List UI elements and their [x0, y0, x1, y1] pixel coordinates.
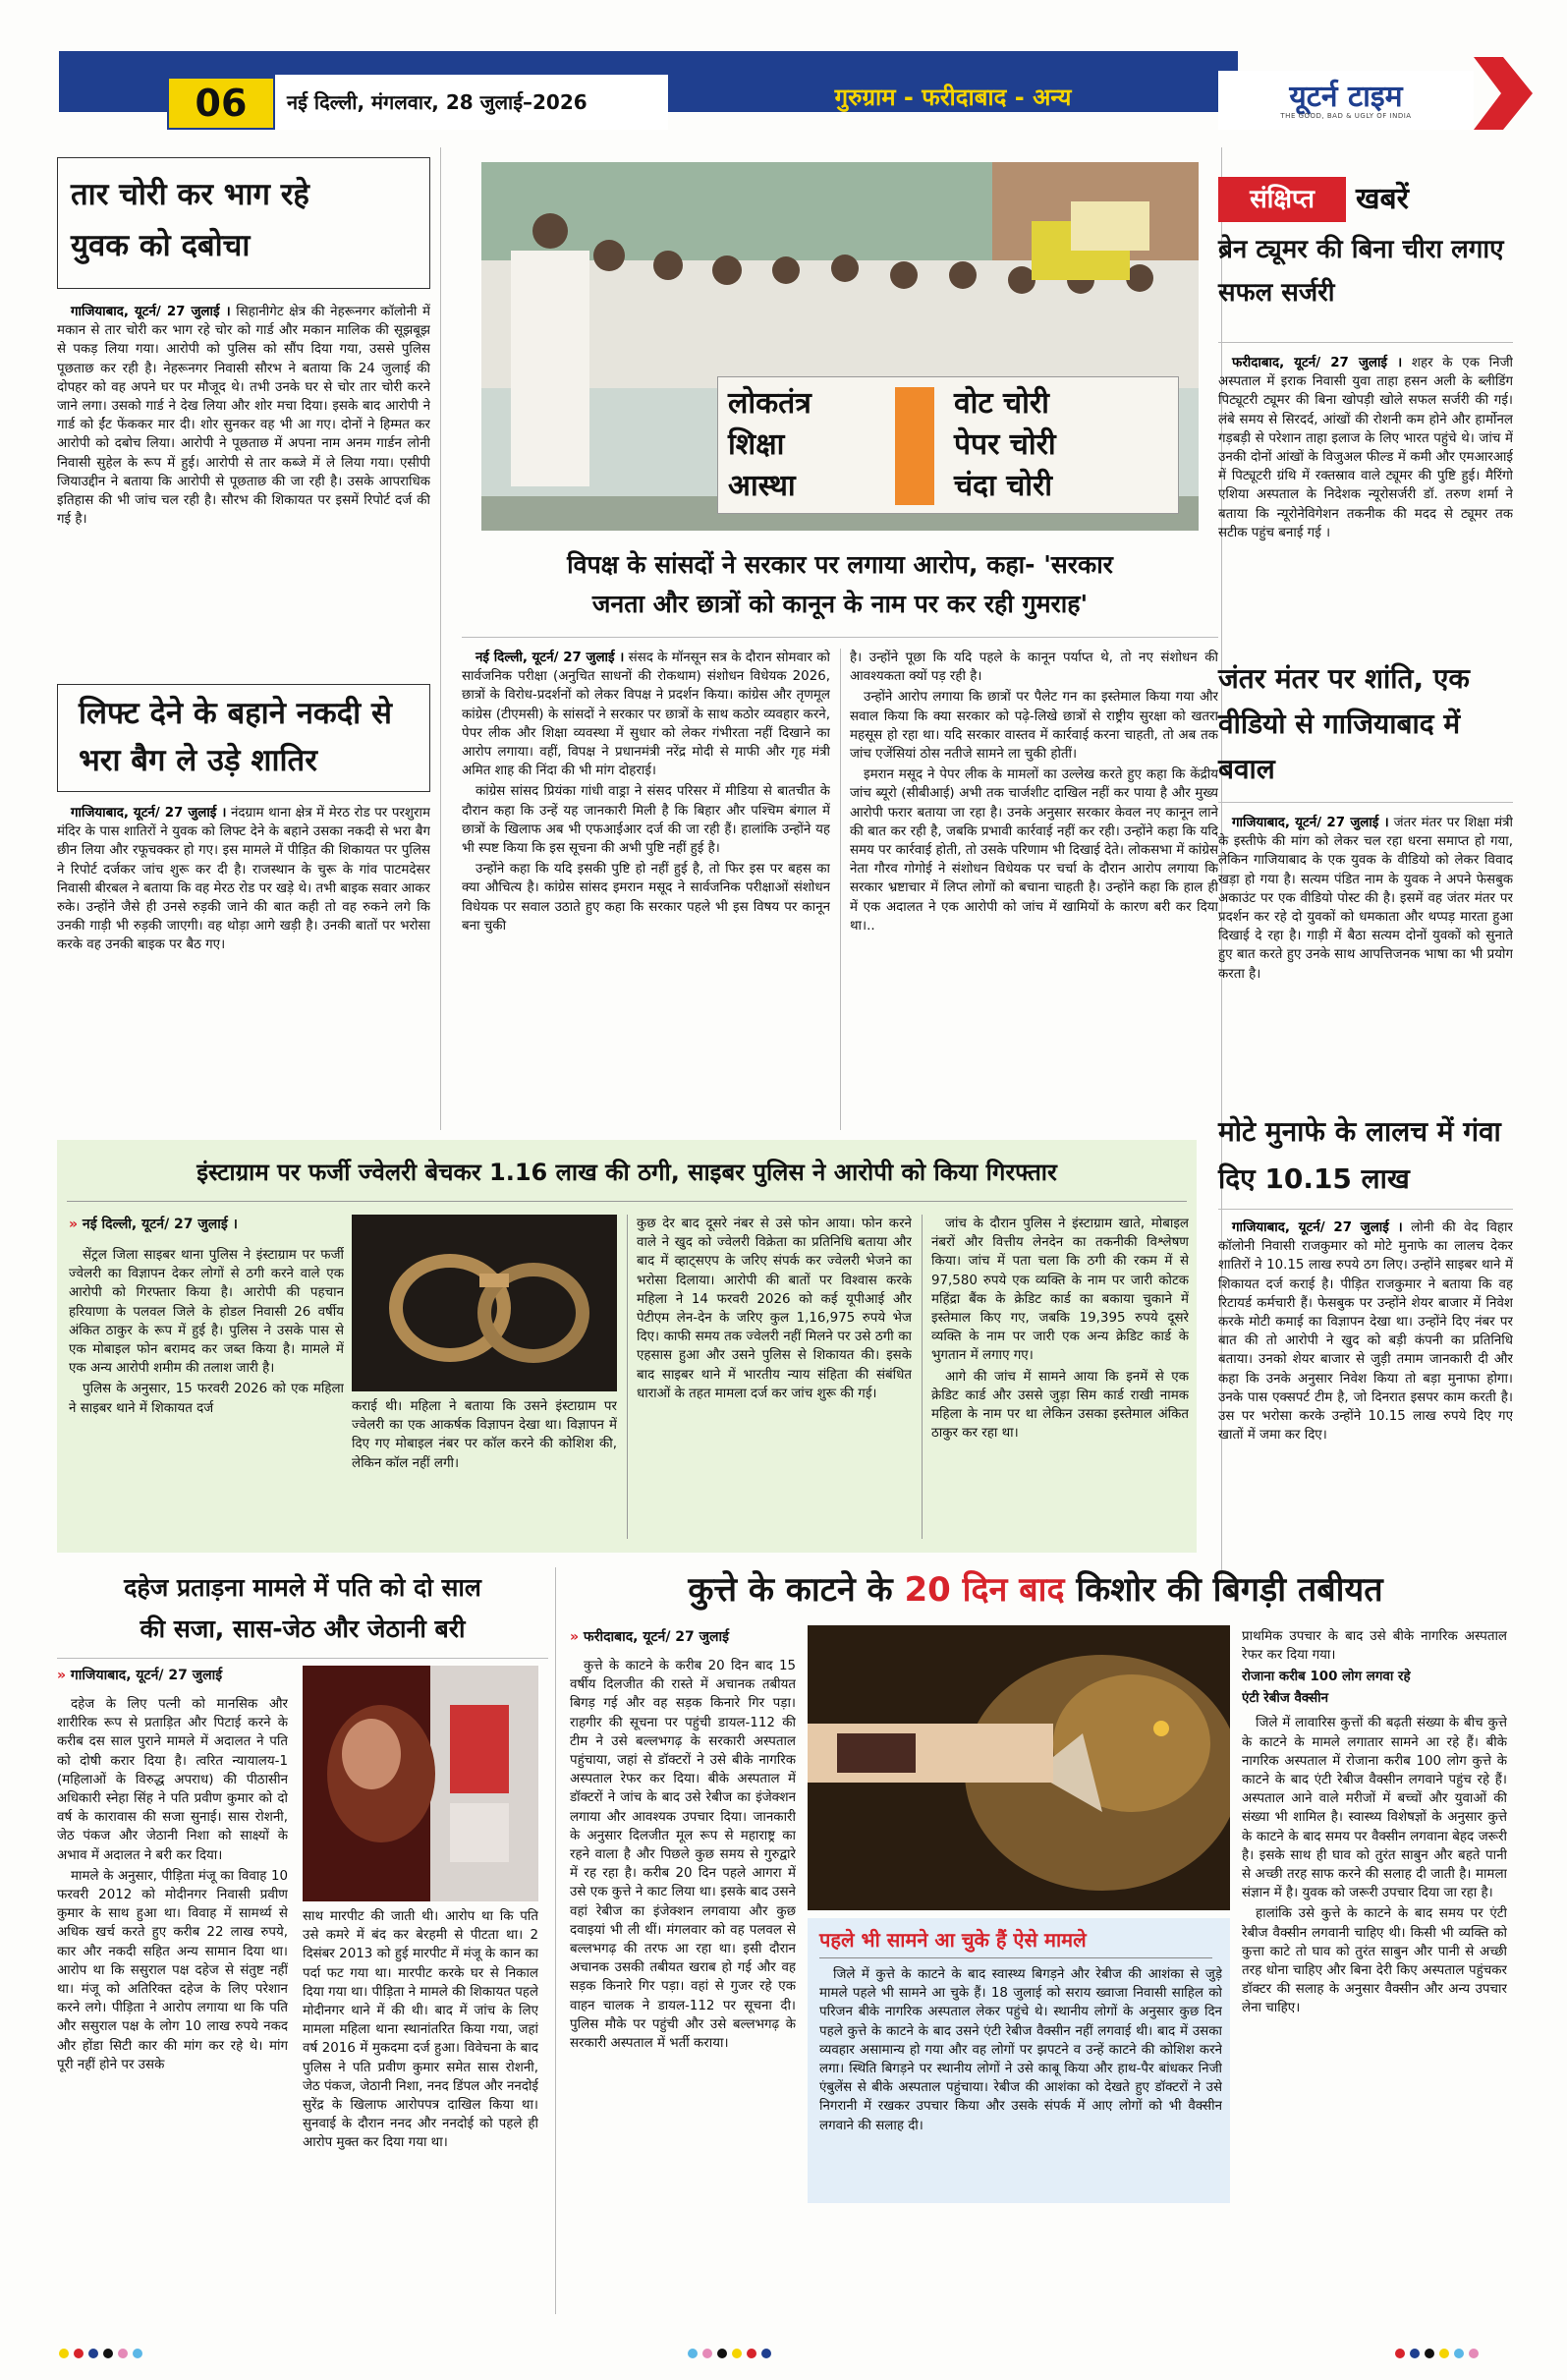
insta-column-1: [69, 1246, 344, 1541]
headline-rule: [57, 1658, 548, 1659]
brief-label-red: संक्षिप्त: [1218, 177, 1346, 222]
banner-lotus-strip: [895, 387, 934, 505]
sub-headline-1: रोजाना करीब 100 लोग लगवा रहे: [1242, 1670, 1411, 1685]
banner-text: आस्था: [728, 469, 796, 503]
headline: ब्रेन ट्यूमर की बिना चीरा लगाए सफल सर्जरी: [1218, 235, 1504, 308]
story-text: शहर के एक निजी अस्पताल में इराक निवासी युवा ताहा हसन अली के ब्लीडिंग पिट्यूटरी ट्यूमर की बिना खोपड़ी खोले सफल सर्जरी की गई। लंबे समय से सिरदर्द, आंखों की रोशनी कम होने और हार्मोनल गड़बड़ी से परेशान ताहा इलाज के लिए भारत पहुंचे थे। जांच में उनकी दोनों आंखों के विजुअल फील्ड में कमी और एमआरआई में पिट्यूटरी ग्रंथि में रक्तस्राव वाले ट्यूमर की पुष्टि हुई। मैरिंगो एशिया अस्पताल के निदेशक न्यूरोसर्जरी डॉ. तरुण शर्मा ने बताया कि न्यूरोनेविगेशन तकनीक की मदद से ट्यूमर तक सटीक पहुंच बनाई गई ।: [1218, 356, 1513, 540]
story-wire-theft: [57, 157, 430, 688]
dateline: गाजियाबाद, यूटर्न/ 27 जुलाई ।: [1232, 1220, 1403, 1235]
page-number: 06: [195, 82, 248, 125]
related-box-title: पहले भी सामने आ चुके हैं ऐसे मामले: [819, 1928, 1087, 1952]
dog-text: जिले में लावारिस कुत्तों की बढ़ती संख्या के बीच कुत्ते के काटने के मामले लगातार सामने आ रहे हैं। बीके नागरिक अस्पताल में रोजाना करीब 100 लोग कुत्ते के काटने के बाद एंटी रेबीज वैक्सीन लगवाने पहुंच रहे हैं। अस्पताल आने वाले मरीजों में बच्चों और युवाओं की संख्या भी शामिल है। स्वास्थ्य विशेषज्ञों के अनुसार कुत्ते के काटने के बाद समय पर वैक्सीन लगवाना बेहद जरूरी है। इसके साथ ही घाव को तुरंत साबुन और बहते पानी से अच्छी तरह साफ करने की सलाह दी जाती है। मामला संज्ञान में है। युवक को जरूरी उपचार दिया जा रहा है।: [1242, 1716, 1507, 1901]
headline-rule: [1218, 342, 1513, 343]
dateline-text: गाजियाबाद, यूटर्न/ 27 जुलाई: [70, 1668, 223, 1683]
dog-column-1: [570, 1657, 796, 2207]
story-text: जंतर मंतर पर शिक्षा मंत्री के इस्तीफे की मांग को लेकर चल रहा धरना समाप्त हो गया, लेकिन गाजियाबाद के एक युवक के वीडियो को लेकर विवाद खड़ा हो गया है। सत्यम पंडित नाम के युवक ने अपने फेसबुक अकाउंट पर एक वीडियो पोस्ट की है। इसमें वह जंतर मंतर पर प्रदर्शन कर रहे दो युवकों को धमकाता और थप्पड़ मारता हुआ दिखाई दे रहा है। गाड़ी में बैठा सत्यम दोनों युवकों को सुनाते हुए बात करते हुए उनके साथ आपत्तिजनक भाषा का भी प्रयोग करता है।: [1218, 816, 1513, 982]
dateline-text: नई दिल्ली, यूटर्न/ 27 जुलाई ।: [82, 1217, 238, 1232]
banner-left: [728, 383, 885, 511]
dowry-column-2: [303, 1907, 538, 2300]
dateline: नई दिल्ली, यूटर्न/ 27 जुलाई ।: [476, 651, 625, 665]
brand-name: यूटर्न टाइम: [1289, 80, 1403, 114]
brief-header: [1218, 177, 1513, 222]
headline-part: कुत्ते के काटने के: [688, 1570, 893, 1610]
banner-right: [954, 383, 1170, 511]
related-box-rule: [819, 1957, 1212, 1958]
related-text: जिले में कुत्ते के काटने के बाद स्वास्थ्य बिगड़ने और रेबीज की आशंका से जुड़े मामले पहले भी सामने आ चुके हैं। 18 जुलाई को सराय ख्वाजा निवासी साहिल को परिजन बीके नागरिक अस्पताल लेकर पहुंचे थे। स्थानीय लोगों के अनुसार कुछ दिन पहले कुत्ते के काटने के बाद उसने एंटी रेबीज वैक्सीन नहीं लगवाई थी। बाद में उसका व्यवहार असामान्य हो गया और वह लोगों पर झपटने व उन्हें काटने की कोशिश करने लगा। स्थिति बिगड़ने पर स्थानीय लोगों ने उसे काबू किया और हाथ-पैर बांधकर निजी एंबुलेंस से बीके अस्पताल पहुंचाया। रेबीज की आशंका को देखते हुए डॉक्टरों ने उसे निगरानी में रखकर उपचार किया और उसके संपर्क में आए लोगों को भी वैक्सीन लगवाने की सलाह दी।: [819, 1967, 1222, 2133]
dowry-photo: [303, 1666, 538, 1901]
story-dowry: [57, 1567, 548, 2314]
banner-text: शिक्षा: [728, 427, 785, 462]
story-body: [1218, 814, 1513, 1108]
lead-headline: [462, 545, 1218, 634]
headline: [57, 1567, 548, 1650]
dateline: गाजियाबाद, यूटर्न/ 27 जुलाई ।: [1232, 816, 1389, 830]
headline-line1: दहेज प्रताड़ना मामले में पति को दो साल: [124, 1573, 481, 1602]
dateline-marker: »: [69, 1217, 83, 1232]
brief-story-jantar-mantar: [1218, 656, 1513, 1167]
brief-story-profit-fraud: [1218, 1108, 1513, 1600]
banner-text: वोट चोरी: [954, 386, 1049, 421]
brief-story-surgery: [1218, 228, 1513, 660]
section-title: गुरुग्राम - फरीदाबाद - अन्य: [834, 84, 1072, 111]
headline: [560, 1562, 1511, 1617]
lead-text: कांग्रेस सांसद प्रियंका गांधी वाड्रा ने संसद परिसर में मीडिया से बातचीत के दौरान कहा कि उन्हें यह जानकारी मिली है कि बिहार और पश्चिम बंगाल में छात्रों के खिलाफ अब भी एफआईआर दर्ज की जा रही हैं। हालांकि उन्होंने यह भी स्पष्ट किया कि इस सूचना की अभी पुष्टि नहीं हुई है।: [462, 784, 830, 857]
headline-rule: [1218, 1209, 1513, 1210]
dateline: [69, 1215, 364, 1233]
dog-column-3: [1242, 1627, 1507, 2315]
footer-dots-center: [688, 2349, 771, 2358]
headline-line2: की सजा, सास-जेठ और जेठानी बरी: [140, 1615, 466, 1643]
lead-column-1: [462, 649, 830, 1140]
column-rule-left: [440, 147, 441, 1130]
lead-column-rule: [840, 649, 841, 1130]
banner-text: पेपर चोरी: [954, 427, 1056, 462]
dog-text: प्राथमिक उपचार के बाद उसे बीके नागरिक अस्पताल रेफर कर दिया गया।: [1242, 1629, 1507, 1664]
masthead-dateline: नई दिल्ली, मंगलवार, 28 जुलाई–2026: [287, 90, 588, 114]
insta-column-4: [931, 1215, 1189, 1539]
headline: जंतर मंतर पर शांति, एक वीडियो से गाजियाबाद में बवाल: [1218, 662, 1470, 785]
story-body: [57, 303, 430, 676]
insta-column-2: [352, 1397, 617, 1545]
story-body: [1218, 354, 1513, 649]
related-box-body: [819, 1965, 1222, 2197]
lead-text: संसद के मॉनसून सत्र के दौरान सोमवार को सार्वजनिक परीक्षा (अनुचित साधनों की रोकथाम) संशोधन विधेयक 2026, छात्रों के विरोध-प्रदर्शनों को लेकर विपक्ष ने प्रदर्शन किया। कांग्रेस और तृणमूल कांग्रेस (टीएमसी) के सांसदों ने सरकार पर छात्रों के साथ कठोर व्यवहार करने, पेपर लीक और शिक्षा व्यवस्था में सुधार को लेकर गंभीरता नहीं दिखाने का आरोप लगाया। वहीं, विपक्ष ने प्रधानमंत्री नरेंद्र मोदी से माफी और गृह मंत्री अमित शाह की निंदा की भी मांग दोहराई।: [462, 651, 830, 779]
insta-rule: [627, 1215, 628, 1539]
brand-tagline: THE GOOD, BAD & UGLY OF INDIA: [1280, 112, 1412, 120]
masthead-red-arrow: [1474, 57, 1533, 130]
story-text: लोनी की वेद विहार कॉलोनी निवासी राजकुमार को मोटे मुनाफे का लालच देकर शातिरों ने 10.15 लाख रुपये ठग लिए। उन्होंने साइबर थाने में शिकायत दर्ज कराई है। पीड़ित राजकुमार ने बताया कि वह रिटायर्ड कर्मचारी हैं। फेसबुक पर उन्होंने शेयर बाजार में निवेश करके मोटी कमाई का विज्ञापन देखा था। उन्होंने दिए नंबर पर बात की तो आरोपी ने खुद को बड़ी कंपनी का प्रतिनिधि बताया। उनको शेयर बाजार से जुड़ी तमाम जानकारी दी और कहा कि उनके अनुसार निवेश किया तो बड़ा मुनाफा होगा। उनके पास एक्सपर्ट टीम है, जो दिनरात इसपर काम करती है। उस पर भरोसा करके उन्होंने 10.15 लाख रुपये दिए गए खातों में जमा कर दिए।: [1218, 1220, 1513, 1444]
insta-text: सेंट्रल जिला साइबर थाना पुलिस ने इंस्टाग्राम पर फर्जी ज्वेलरी का विज्ञापन देकर लोगों से ठगी करने वाले एक आरोपी को गिरफ्तार किया है। आरोपी की पहचान हरियाणा के पलवल जिले के होडल निवासी 26 वर्षीय अंकित ठाकुर के रूप में हुई है। पुलिस ने उसके पास से एक मोबाइल फोन बरामद कर जब्त किया है। मामले में एक अन्य आरोपी शमीम की तलाश जारी है।: [69, 1248, 344, 1377]
story-instagram-fraud: [57, 1140, 1197, 1553]
masthead: [0, 49, 1567, 130]
footer-dots-right: [1395, 2349, 1479, 2358]
dowry-column-1: [57, 1695, 288, 2304]
brief-label-black: खबरें: [1356, 182, 1409, 216]
dowry-text: दहेज के लिए पत्नी को मानसिक और शारीरिक रूप से प्रताड़ित और पिटाई करने के करीब दस साल पुराने मामले में अदालत ने पति को दोषी करार दिया है। त्वरित न्यायालय-1 (महिलाओं के विरुद्ध अपराध) की पीठासीन अधिकारी स्नेहा सिंह ने पति प्रवीण कुमार को दो वर्ष के कारावास की सजा सुनाई। सास रोशनी, जेठ पंकज और जेठानी निशा को साक्ष्यों के अभाव में अदालत ने बरी कर दिया।: [57, 1697, 288, 1863]
column-rule-bottom: [555, 1567, 556, 2314]
protest-banner: [717, 376, 1179, 514]
headline: लिफ्ट देने के बहाने नकदी से भरा बैग ले उड़े शातिर: [79, 696, 392, 778]
lead-text: उन्होंने कहा कि यदि इसकी पुष्टि हो नहीं हुई है, तो फिर इस पर बहस का क्या औचित्य है। कांग्रेस सांसद इमरान मसूद ने सार्वजनिक परीक्षाओं संशोधन विधेयक पर सवाल उठाते हुए कहा कि सरकार पहले भी इस विषय पर कानून बना चुकी: [462, 862, 830, 934]
insta-text: आगे की जांच में सामने आया कि इनमें से एक क्रेडिट कार्ड और उससे जुड़ा सिम कार्ड राखी नामक महिला के नाम पर था लेकिन उसका इस्तेमाल अंकित ठाकुर कर रहा था।: [931, 1369, 1189, 1442]
dowry-text: मामले के अनुसार, पीड़िता मंजू का विवाह 10 फरवरी 2012 को मोदीनगर निवासी प्रवीण कुमार के साथ हुआ था। विवाह में सामर्थ्य से अधिक खर्च करते हुए करीब 22 लाख रुपये, कार और नकदी सहित अन्य सामान दिया था। आरोप था कि ससुराल पक्ष दहेज से संतुष्ट नहीं था। मंजू को अतिरिक्त दहेज के लिए परेशान करने लगे। पीड़िता ने आरोप लगाया था कि पति और ससुराल पक्ष के लोग 10 लाख रुपये नकद और होंडा सिटी कार की मांग कर रहे थे। मांग पूरी नहीं होने पर उसके: [57, 1868, 288, 2072]
story-text: सिहानीगेट क्षेत्र की नेहरूनगर कॉलोनी में मकान से तार चोरी कर भाग रहे चोर को गार्ड और मकान मालिक की सूझबूझ से पकड़ लिया गया। आरोपी को पुलिस को सौंप दिया गया, उससे पुलिस पूछताछ कर रही है। नेहरूनगर निवासी सौरभ ने बताया कि 24 जुलाई की दोपहर को वह अपने घर पर मौजूद थे। तभी उनके घर से चोर तार चोरी करने जाने लगा। उसको गार्ड ने देख लिया और शोर मचा दिया। इसके बाद आरोपी ने गार्ड को ईंट फेंककर मार दी। शोर सुनकर वह भी आ गए। दोनों ने हिम्मत कर आरोपी को दबोच लिया। आरोपी ने पूछताछ में अपना नाम अनम गार्डन लोनी निवासी सुहेल के रूप में हुई। आरोपी से तार कब्जे में ले लिया गया। एसीपी जियाउद्दीन ने बताया कि आरोपी से पूछताछ की जा रही है। उसके आपराधिक इतिहास की भी जांच चल रही है। सौरभ की शिकायत पर इसमें रिपोर्ट दर्ज की गई है।: [57, 305, 430, 528]
dowry-photo-art: [303, 1666, 538, 1901]
lead-text: उन्होंने आरोप लगाया कि छात्रों पर पैलेट गन का इस्तेमाल किया गया और सवाल किया कि क्या सरकार को पढ़े-लिखे छात्रों से राष्ट्रीय सुरक्षा को खतरा महसूस हो रहा था। यदि सरकार वास्तव में कार्रवाई करना चाहती, तो अब तक जांच एजेंसियां ठोस नतीजे सामने ला चुकी होतीं।: [850, 690, 1218, 763]
dog-photo-art: [808, 1625, 1230, 1910]
dateline: गाजियाबाद, यूटर्न/ 27 जुलाई ।: [71, 806, 227, 821]
insta-rule: [922, 1215, 923, 1539]
headline-highlight: 20 दिन बाद: [904, 1570, 1065, 1610]
story-body: [1218, 1218, 1513, 1553]
story-lift-bag: [57, 684, 430, 1136]
headline: मोटे मुनाफे के लालच में गंवा दिए 10.15 लाख: [1218, 1115, 1501, 1195]
dateline: फरीदाबाद, यूटर्न/ 27 जुलाई ।: [1232, 356, 1403, 370]
lead-headline-line1: विपक्ष के सांसदों ने सरकार पर लगाया आरोप, कहा- 'सरकार: [567, 550, 1113, 579]
dateline-text: फरीदाबाद, यूटर्न/ 27 जुलाई: [583, 1629, 730, 1645]
insta-column-3: [637, 1215, 912, 1539]
dowry-text: साथ मारपीट की जाती थी। आरोप था कि पति उसे कमरे में बंद कर बेरहमी से पीटता था। 2 दिसंबर 2013 को हुई मारपीट में मंजू के कान का पर्दा फट गया था। मारपीट करके घर से निकाल दिया गया था। पीड़िता ने मामले की शिकायत पहले मोदीनगर थाने में की थी। बाद में जांच के लिए मामला महिला थाना स्थानांतरित किया गया, जहां वर्ष 2016 में मुकदमा दर्ज हुआ। विवेचना के बाद पुलिस ने पति प्रवीण कुमार समेत सास रोशनी, जेठ पंकज, जेठानी निशा, ननद डिंपल और ननदोई सुरेंद्र के खिलाफ आरोपपत्र दाखिल किया था। सुनवाई के दौरान ननद और ननदोई को पहले ही आरोप मुक्त कर दिया गया था।: [303, 1909, 538, 2151]
dog-text: हालांकि उसे कुत्ते के काटने के बाद समय पर एंटी रेबीज वैक्सीन लगवानी चाहिए थी। किसी भी व्यक्ति को कुत्ता काटे तो घाव को तुरंत साबुन और पानी से अच्छी तरह धोना चाहिए और बिना देरी किए अस्पताल पहुंचकर डॉक्टर की सलाह के अनुसार वैक्सीन और अन्य उपचार लेना चाहिए।: [1242, 1906, 1507, 2016]
headline-rule: [67, 1201, 1187, 1202]
insta-text: कराई थी। महिला ने बताया कि उसने इंस्टाग्राम पर ज्वेलरी का एक आकर्षक विज्ञापन देखा था। विज्ञापन में दिए गए मोबाइल नंबर पर कॉल करने की कोशिश की, लेकिन कॉल नहीं लगी।: [352, 1399, 617, 1471]
banner-text: चंदा चोरी: [954, 469, 1053, 503]
headline: इंस्टाग्राम पर फर्जी ज्वेलरी बेचकर 1.16 लाख की ठगी, साइबर पुलिस ने आरोपी को किया गिरफ्तार: [196, 1159, 1057, 1186]
headline-rule: [1218, 802, 1513, 803]
handcuffs-art: [352, 1215, 617, 1391]
dateline: गाजियाबाद, यूटर्न/ 27 जुलाई ।: [71, 305, 231, 319]
dateline-marker: »: [57, 1668, 71, 1683]
sub-headline-2: एंटी रेबीज वैक्सीन: [1242, 1691, 1329, 1707]
lead-headline-rule: [462, 637, 1218, 638]
related-box: [808, 1918, 1230, 2203]
story-body: [57, 804, 430, 1099]
dog-text: कुत्ते के काटने के करीब 20 दिन बाद 15 वर्षीय दिलजीत की रास्ते में अचानक तबीयत बिगड़ गई और वह सड़क किनारे गिर पड़ा। राहगीर की सूचना पर पहुंची डायल-112 की टीम ने उसे बल्लभगढ़ के सरकारी अस्पताल पहुंचाया, जहां से डॉक्टरों ने उसे बीके नागरिक अस्पताल रेफर कर दिया। बीके अस्पताल में डॉक्टरों ने जांच के बाद उसे रेबीज का इंजेक्शन लगाया और आवश्यक उपचार दिया। जानकारी के अनुसार दिलजीत मूल रूप से महाराष्ट्र का रहने वाला है और पिछले कुछ समय से गुरुद्वारे में रह रहा है। करीब 20 दिन पहले आगरा में उसे एक कुत्ते ने काट लिया था। इसके बाद उसने वहां रेबीज का इंजेक्शन लगवाया और कुछ दवाइयां भी ली थीं। मंगलवार को वह पलवल से बल्लभगढ़ की तरफ आ रहा था। इसी दौरान अचानक उसकी तबीयत खराब हो गई और वह सड़क किनारे गिर पड़ा। वहां से गुजर रहे एक वाहन चालक ने डायल-112 पर सूचना दी। पुलिस मौके पर पहुंची और उसे बल्लभगढ़ के सरकारी अस्पताल में भर्ती कराया।: [570, 1659, 796, 2052]
headline: तार चोरी कर भाग रहे युवक को दबोचा: [71, 177, 309, 263]
lead-headline-line2: जनता और छात्रों को कानून के नाम पर कर रही गुमराह': [591, 590, 1089, 618]
protest-photo: [481, 162, 1199, 531]
banner-text: लोकतंत्र: [728, 386, 811, 421]
insta-text: पुलिस के अनुसार, 15 फरवरी 2026 को एक महिला ने साइबर थाने में शिकायत दर्ज: [69, 1382, 344, 1416]
story-text: नंदग्राम थाना क्षेत्र में मेरठ रोड पर परशुराम मंदिर के पास शातिरों ने युवक को लिफ्ट देने के बहाने उसका नकदी से भरा बैग छीन लिया और रफूचक्कर हो गए। इस मामले में पीड़ित की शिकायत पर पुलिस ने रिपोर्ट दर्जकर जांच शुरू कर दी है। राजस्थान के चुरू के गांव पाटमदेसर निवासी बीरबल ने बताया कि वह मेरठ रोड पर खड़े थे। तभी बाइक सवार आकर रुके। उन्होंने जैसे ही उनसे रुड़की जाने की बात कही तो वह रुकने लगे कि उनकी गाड़ी भी रुड़की जाएगी। वह थोड़ा आगे खड़ी है। उनकी बातों पर भरोसा करके वह उनकी बाइक पर बैठ गए।: [57, 806, 430, 953]
insta-text: जांच के दौरान पुलिस ने इंस्टाग्राम खाते, मोबाइल नंबरों और वित्तीय लेनदेन का तकनीकी विश्लेषण किया। जांच में पता चला कि ठगी की रकम में से 97,580 रुपये एक व्यक्ति के नाम पर जारी कोटक महिंद्रा बैंक के क्रेडिट कार्ड का बकाया चुकाने में इस्तेमाल किए गए, जबकि 19,395 रुपये दूसरे व्यक्ति के नाम पर जारी एक अन्य क्रेडिट कार्ड के भुगतान में लगाए गए।: [931, 1217, 1189, 1364]
dateline-marker: »: [570, 1629, 584, 1645]
dog-photo: [808, 1625, 1230, 1910]
lead-text: इमरान मसूद ने पेपर लीक के मामलों का उल्लेख करते हुए कहा कि केंद्रीय जांच ब्यूरो (सीबीआई) अभी तक चार्जशीट दाखिल नहीं कर पाया है और मुख्य आरोपी फरार बताया जा रहा है। उनके अनुसार सरकार केवल नए कानून लाने की बात कर रही है, जबकि प्रभावी कार्रवाई नहीं कर रही। उन्होंने कहा कि यदि समय पर कार्रवाई होती, तो उसके परिणाम भी दिखाई देते। लोकसभा में कांग्रेस नेता गौरव गोगोई ने संशोधन विधेयक पर चर्चा के दौरान आरोप लगाया कि सरकार भ्रष्टाचार में लिप्त लोगों को बचाना चाहती है। उन्होंने कहा कि हाल ही में एक अदालत ने एक आरोपी को जांच में खामियों के कारण बरी कर दिया था।..: [850, 767, 1218, 934]
lead-column-2: [850, 649, 1218, 1140]
headline-part: किशोर की बिगड़ी तबीयत: [1076, 1570, 1383, 1610]
footer-dots-left: [59, 2349, 142, 2358]
lead-text: है। उन्होंने पूछा कि यदि पहले के कानून पर्याप्त थे, तो नए संशोधन की आवश्यकता क्यों पड़ रही है।: [850, 651, 1218, 685]
story-dog-bite: [560, 1562, 1511, 2329]
insta-text: कुछ देर बाद दूसरे नंबर से उसे फोन आया। फोन करने वाले ने खुद को ज्वेलरी विक्रेता का प्रतिनिधि बताया और बाद में व्हाट्सएप के जरिए संपर्क कर ज्वेलरी भेजने का भरोसा दिलाया। आरोपी की बातों पर विश्वास करके महिला ने 14 फरवरी 2026 को कई यूपीआई और पेटीएम लेन-देन के जरिए कुल 1,16,975 रुपये भेज दिए। काफी समय तक ज्वेलरी नहीं मिलने पर उसे ठगी का एहसास हुआ और उसने पुलिस से शिकायत की। इसके बाद साइबर थाने में भारतीय न्याय संहिता की संबंधित धाराओं के तहत मामला दर्ज कर जांच शुरू की गई।: [637, 1217, 912, 1401]
handcuffs-photo: [352, 1215, 617, 1391]
